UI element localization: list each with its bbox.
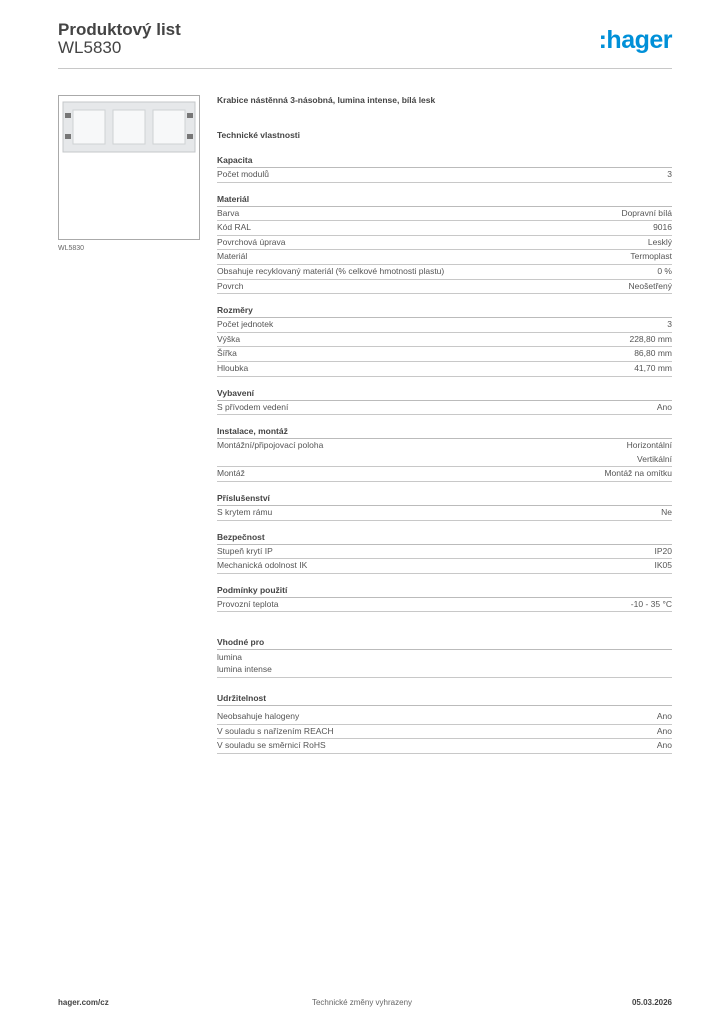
property-label: S krytem rámu <box>217 506 273 517</box>
section <box>217 584 672 613</box>
property-label: Povrch <box>217 280 244 291</box>
product-description: Krabice nástěnná 3-násobná, lumina intense, bílá lesk <box>217 95 436 105</box>
property-row <box>217 236 672 251</box>
hager-logo: :hager <box>598 26 672 54</box>
value-text: Ano <box>656 725 672 736</box>
property-label: V souladu se směrnicí RoHS <box>217 740 326 751</box>
section <box>217 193 672 295</box>
value-text: 3 <box>667 319 672 330</box>
property-value <box>657 739 672 753</box>
section <box>217 154 672 183</box>
section-title: Materiál <box>217 193 672 207</box>
value-text: Dopravní bílá <box>621 207 672 218</box>
property-row <box>217 318 672 333</box>
property-row <box>217 439 672 467</box>
property-label: Provozní teplota <box>217 598 279 609</box>
property-value <box>661 506 672 520</box>
property-row <box>217 545 672 560</box>
property-row <box>217 739 672 754</box>
property-row <box>217 280 672 295</box>
property-value <box>627 439 672 466</box>
value-text: 0 % <box>657 265 672 276</box>
value-text: IK05 <box>654 560 672 571</box>
value-text: Ano <box>656 711 672 722</box>
value-text: Ne <box>661 506 672 517</box>
section-suitable-for <box>217 636 672 678</box>
property-row <box>217 207 672 222</box>
section <box>217 387 672 416</box>
value-text: 41,70 mm <box>634 362 672 373</box>
property-value <box>655 545 673 559</box>
property-value <box>629 280 672 294</box>
value-text: Ano <box>656 401 672 412</box>
property-row <box>217 725 672 740</box>
property-value <box>657 725 672 739</box>
property-value <box>648 236 672 250</box>
property-label: Montáž <box>217 468 245 479</box>
suitable-item: lumina intense <box>217 664 272 675</box>
section-title: Podmínky použití <box>217 584 672 598</box>
property-value <box>657 265 672 279</box>
value-text: Montáž na omítku <box>604 468 672 479</box>
product-code: WL5830 <box>58 38 122 57</box>
property-value <box>653 221 672 235</box>
property-row <box>217 347 672 362</box>
value-text: 3 <box>667 169 672 179</box>
property-label: Stupeň krytí IP <box>217 545 273 556</box>
product-details <box>217 95 672 754</box>
suitable-item: lumina <box>217 652 243 663</box>
tech-properties-heading: Technické vlastnosti <box>217 130 300 140</box>
section <box>217 425 672 482</box>
property-label: Šířka <box>217 348 237 359</box>
value-text: -10 - 35 °C <box>630 598 672 609</box>
property-row <box>217 221 672 236</box>
value-text: IP20 <box>654 545 672 556</box>
property-value <box>630 250 672 264</box>
property-row <box>217 168 672 183</box>
section <box>217 492 672 521</box>
header-divider <box>58 68 672 69</box>
property-row <box>217 401 672 416</box>
property-label: Hloubka <box>217 362 249 373</box>
property-label: Montážní/připojovací poloha <box>217 440 324 451</box>
footer-website[interactable]: hager.com/cz <box>58 998 109 1007</box>
footer-date: 05.03.2026 <box>631 998 672 1007</box>
product-image <box>58 95 200 240</box>
property-row <box>217 362 672 377</box>
value-text: 228,80 mm <box>629 333 672 344</box>
section-title: Příslušenství <box>217 492 672 506</box>
property-label: Výška <box>217 333 241 344</box>
property-row <box>217 265 672 280</box>
property-label: Barva <box>217 207 240 218</box>
property-value <box>667 318 672 332</box>
section-title: Instalace, montáž <box>217 425 672 439</box>
property-value <box>629 333 672 347</box>
property-row <box>217 333 672 348</box>
footer-note: Technické změny vyhrazeny <box>311 998 413 1007</box>
property-label: Mechanická odolnost IK <box>217 560 308 571</box>
property-label: V souladu s nařízením REACH <box>217 725 334 736</box>
property-row <box>217 710 672 725</box>
property-row <box>217 559 672 574</box>
section-sustainability <box>217 692 672 754</box>
section-title: Vybavení <box>217 387 672 401</box>
property-value <box>655 559 673 573</box>
property-label: Kód RAL <box>217 222 252 233</box>
property-label: Povrchová úprava <box>217 236 286 247</box>
value-text: 86,80 mm <box>634 348 672 359</box>
property-value <box>657 401 672 415</box>
property-value <box>634 362 672 376</box>
section-title: Bezpečnost <box>217 531 672 545</box>
value-text-2: Vertikální <box>637 453 672 464</box>
property-value <box>604 467 672 481</box>
section-title: Kapacita <box>217 154 672 168</box>
property-label: Materiál <box>217 251 248 262</box>
image-caption: WL5830 <box>58 245 85 252</box>
section <box>217 304 672 376</box>
property-label: Neobsahuje halogeny <box>217 711 300 722</box>
property-value <box>621 207 672 221</box>
property-label: Počet modulů <box>217 169 269 179</box>
section-title: Udržitelnost <box>217 692 672 706</box>
property-value <box>667 168 672 182</box>
value-text: Neošetřený <box>628 280 672 291</box>
property-label: Počet jednotek <box>217 319 274 330</box>
property-value <box>631 598 672 612</box>
property-row <box>217 250 672 265</box>
value-text: Horizontální <box>626 440 672 451</box>
value-text: Lesklý <box>647 236 672 247</box>
section-title: Vhodné pro <box>217 636 672 650</box>
property-row <box>217 506 672 521</box>
property-row <box>217 467 672 482</box>
property-row <box>217 598 672 613</box>
page-title: Produktový list <box>58 20 181 39</box>
section-title: Rozměry <box>217 304 672 318</box>
value-text: Ano <box>656 740 672 751</box>
value-text: 9016 <box>653 222 672 233</box>
property-value <box>634 347 672 361</box>
value-text: Termoplast <box>630 251 672 262</box>
property-value <box>657 710 672 724</box>
property-label: Obsahuje recyklovaný materiál (% celkové hmotnosti plastu) <box>217 265 445 276</box>
property-label: S přívodem vedení <box>217 401 289 412</box>
section <box>217 531 672 574</box>
